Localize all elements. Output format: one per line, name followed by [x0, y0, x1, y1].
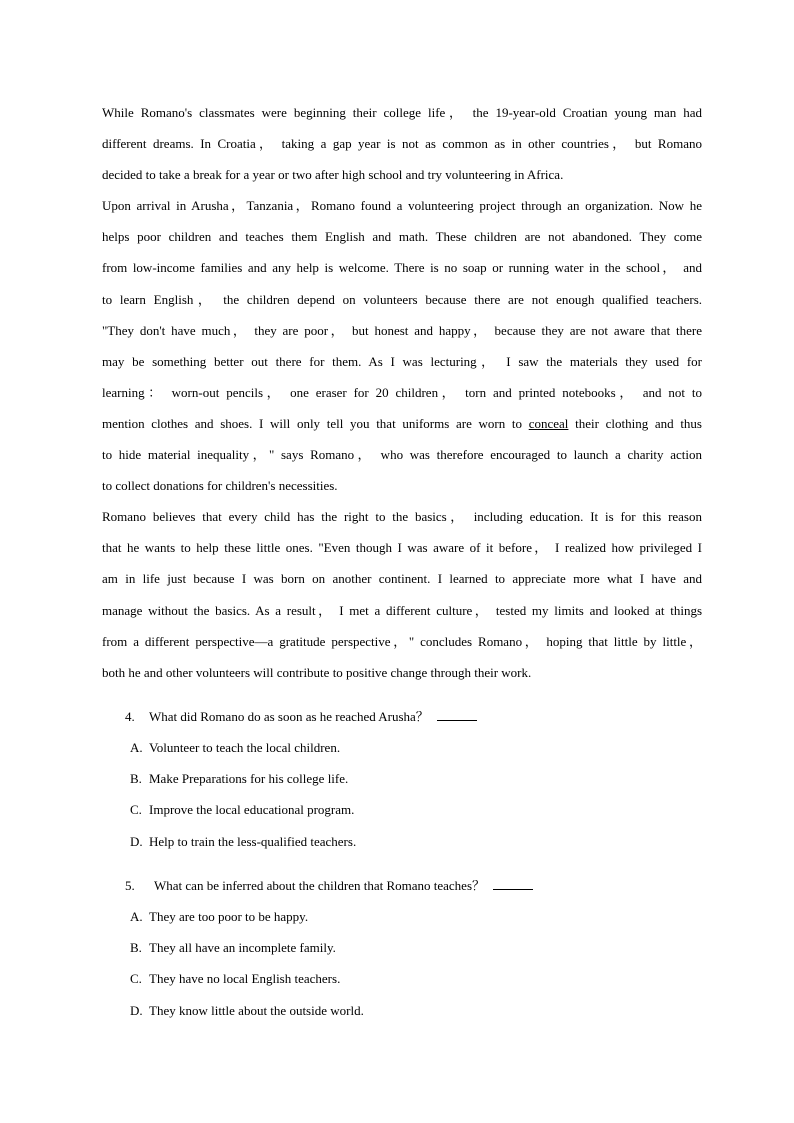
question-4 [102, 705, 702, 861]
question-5 [102, 874, 702, 1030]
option-letter: B. [130, 940, 142, 956]
answer-blank[interactable] [437, 707, 477, 721]
option-text: They know little about the outside world. [149, 1002, 364, 1018]
option-b[interactable] [102, 936, 702, 967]
passage-line: may be something better out there for them. As I was lecturing， I saw the materials they used for [102, 353, 702, 369]
passage-line: to hide material inequality，" says Romano， who was therefore encouraged to launch a charity action [102, 447, 702, 463]
passage-line: decided to take a break for a year or two after high school and try volunteering in Africa. [102, 167, 564, 183]
passage-line [102, 412, 702, 443]
option-text: Improve the local educational program. [149, 802, 355, 818]
passage-line-tail: their clothing and thus [568, 415, 702, 431]
passage-line: to learn English， the children depend on volunteers because there are not enough qualified teachers. [102, 291, 702, 307]
passage-line: that he wants to help these little ones. "Even though I was aware of it before， I realized how privileged I [102, 540, 702, 556]
passage-line: Romano believes that every child has the right to the basics， including education. It is for this reason [102, 509, 702, 525]
option-letter: A. [130, 740, 143, 755]
underlined-word: conceal [528, 415, 569, 431]
option-letter: A. [130, 909, 143, 924]
question-text: What can be inferred about the children that Romano teaches？ [154, 878, 486, 893]
option-a[interactable] [102, 905, 702, 936]
question-number: 4. [125, 709, 135, 724]
option-letter: C. [130, 971, 142, 987]
passage-line: both he and other volunteers will contribute to positive change through their work. [102, 664, 532, 680]
passage-line: from a different perspective—a gratitude perspective，" concludes Romano， hoping that little by little， [102, 633, 702, 649]
passage-line: While Romano's classmates were beginning their college life， the 19-year-old Croatian young man had [102, 105, 702, 120]
passage-line: Upon arrival in Arusha，Tanzania，Romano found a volunteering project through an organization. Now he [102, 198, 702, 214]
option-d[interactable] [102, 999, 702, 1030]
option-text: They all have an incomplete family. [149, 940, 336, 956]
passage-line: to collect donations for children's necessities. [102, 478, 338, 494]
passage-line-head: mention clothes and shoes. I will only tell you that uniforms are worn to [102, 415, 529, 431]
option-letter: D. [130, 833, 143, 849]
answer-blank[interactable] [493, 876, 533, 890]
option-letter: D. [130, 1002, 143, 1018]
passage-line: manage without the basics. As a result， I met a different culture， tested my limits and looked at things [102, 602, 702, 618]
option-text: Make Preparations for his college life. [149, 771, 349, 787]
question-stem [102, 705, 702, 736]
option-d[interactable] [102, 830, 702, 861]
option-b[interactable] [102, 767, 702, 798]
option-text: Volunteer to teach the local children. [149, 740, 341, 755]
reading-passage [102, 101, 702, 692]
question-stem [102, 874, 702, 905]
passage-line: different dreams. In Croatia， taking a gap year is not as common as in other countries， but Romano [102, 136, 702, 152]
question-number: 5. [125, 878, 135, 893]
passage-line: learning： worn-out pencils， one eraser for 20 children， torn and printed notebooks， and not to [102, 384, 702, 400]
option-text: Help to train the less-qualified teachers. [149, 833, 357, 849]
option-c[interactable] [102, 798, 702, 829]
option-a[interactable] [102, 736, 702, 767]
passage-line: am in life just because I was born on another continent. I learned to appreciate more what I have and [102, 571, 702, 587]
option-text: They have no local English teachers. [149, 971, 341, 987]
option-text: They are too poor to be happy. [149, 909, 309, 924]
question-text: What did Romano do as soon as he reached Arusha？ [149, 709, 429, 724]
option-letter: B. [130, 771, 142, 787]
passage-line: helps poor children and teaches them English and math. These children are not abandoned. They come [102, 229, 702, 245]
passage-line: "They don't have much， they are poor， but honest and happy， because they are not aware that there [102, 322, 702, 338]
passage-line: from low-income families and any help is welcome. There is no soap or running water in the school， and [102, 260, 702, 276]
option-c[interactable] [102, 967, 702, 998]
option-letter: C. [130, 802, 142, 818]
